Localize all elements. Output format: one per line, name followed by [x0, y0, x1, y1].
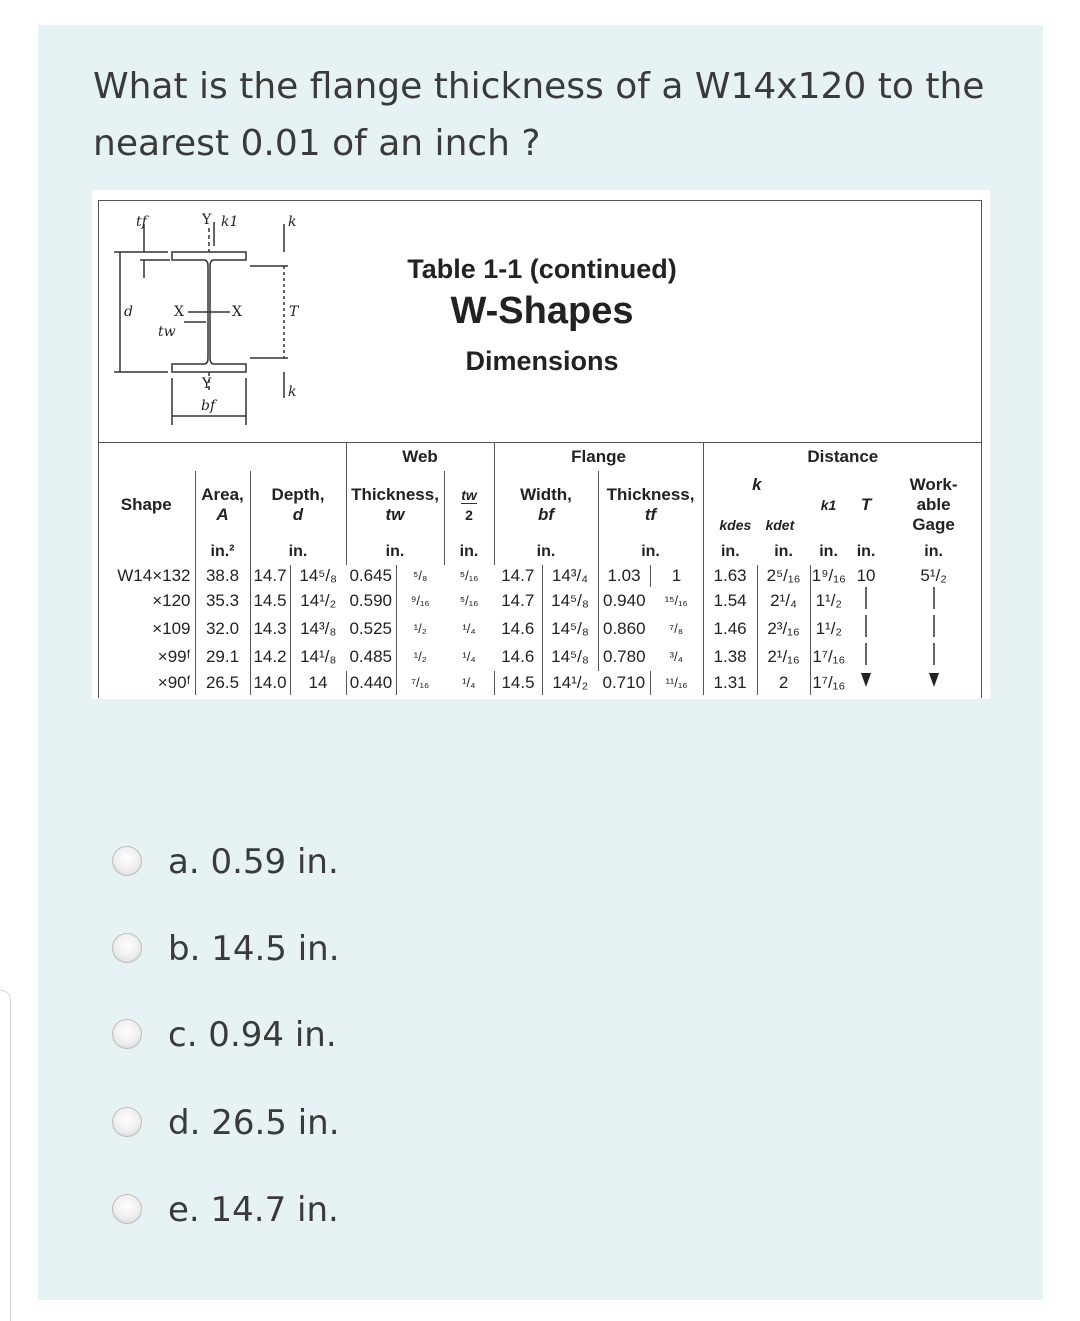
cell-kdet: 2¹/₄ — [757, 587, 810, 615]
diagram-label-x-right: X — [232, 304, 242, 320]
cell-shape: ×90ᶠ — [157, 673, 191, 692]
cell-width-frac: 14⁵/₈ — [542, 615, 598, 643]
header-depth: Depth, d — [250, 471, 346, 539]
cell-area: 26.5 — [195, 671, 250, 695]
w-shapes-dimensions-table — [98, 442, 982, 695]
cell-flange-thk-dec: 1.03 — [598, 565, 650, 587]
table-title: Table 1-1 (continued) — [407, 254, 677, 284]
cell-width-frac: 14⁵/₈ — [542, 587, 598, 615]
cell-depth-frac: 14¹/₈ — [290, 643, 346, 671]
cell-web-thk-frac: ¹/₂ — [396, 615, 444, 643]
cell-depth-dec: 14.2 — [250, 643, 290, 671]
unit-web-thickness: in. — [346, 539, 444, 565]
w-shapes-table-image — [92, 190, 990, 699]
cell-t — [847, 671, 885, 695]
cell-kdes: 1.38 — [703, 643, 757, 671]
cell-flange-thk-frac: 1 — [650, 565, 703, 587]
cell-t — [847, 643, 885, 671]
cell-kdet: 2¹/₁₆ — [757, 643, 810, 671]
cell-k1: 1¹/₂ — [810, 615, 847, 643]
continuation-line — [859, 643, 873, 665]
cell-kdes: 1.54 — [703, 587, 757, 615]
arrow-down-icon — [927, 671, 941, 689]
option-b-label[interactable]: b. 14.5 in. — [168, 929, 340, 969]
cell-depth-frac: 14 — [290, 671, 346, 695]
cell-flange-thk-frac: ⁷/₈ — [669, 621, 684, 636]
table-subtitle: W-Shapes — [450, 290, 634, 332]
header-area: Area, A — [195, 471, 250, 539]
cell-web-thk-dec: 0.485 — [349, 647, 393, 666]
cell-web-thk-dec: 0.440 — [346, 671, 396, 695]
cell-area: 35.3 — [195, 587, 250, 615]
cell-depth-dec: 14.0 — [250, 671, 290, 695]
cell-shape: ×109 — [152, 619, 191, 638]
continuation-line — [859, 615, 873, 637]
cell-shape: W14×132 — [117, 566, 191, 585]
option-c-label[interactable]: c. 0.94 in. — [168, 1015, 337, 1055]
cell-depth-frac: 14³/₈ — [290, 615, 346, 643]
unit-depth: in. — [250, 539, 346, 565]
table-row — [98, 615, 982, 643]
cell-web-thk-frac: ⁵/₈ — [396, 565, 444, 587]
cell-width-dec: 14.5 — [494, 671, 542, 695]
unit-area: in.² — [195, 539, 250, 565]
radio-button-a[interactable] — [112, 846, 142, 876]
cell-tw-half: ¹/₄ — [462, 675, 476, 690]
group-flange: Flange — [494, 443, 703, 472]
option-d-label[interactable]: d. 26.5 in. — [168, 1103, 340, 1143]
cell-width-frac: 14⁵/₈ — [542, 643, 598, 671]
cell-tw-half: ⁵/₁₆ — [459, 593, 479, 608]
cell-flange-thk-dec: 0.710 — [602, 673, 646, 692]
cell-k1: 1⁹/₁₆ — [811, 566, 846, 585]
continuation-line — [927, 615, 941, 637]
header-flange-width: Width, bf — [494, 471, 598, 539]
diagram-label-k-bottom: k — [288, 384, 297, 400]
radio-button-c[interactable] — [112, 1019, 142, 1049]
header-t: T — [860, 495, 872, 514]
cell-width-frac: 14³/₄ — [542, 565, 598, 587]
group-web: Web — [346, 443, 494, 472]
option-e-label[interactable]: e. 14.7 in. — [168, 1190, 339, 1230]
table-row — [98, 565, 982, 587]
group-distance: Distance — [703, 443, 982, 472]
table-row — [98, 643, 982, 671]
cell-flange-thk-frac: ¹¹/₁₆ — [650, 671, 703, 695]
diagram-label-k-top: k — [288, 214, 297, 230]
cell-flange-thk-frac: ¹⁵/₁₆ — [664, 593, 688, 608]
unit-kdet: in. — [774, 543, 793, 560]
diagram-label-tw: tw — [158, 324, 176, 340]
radio-button-e[interactable] — [112, 1194, 142, 1224]
cell-width-dec: 14.6 — [501, 647, 535, 666]
continuation-line — [859, 587, 873, 609]
cell-kdes: 1.46 — [703, 615, 757, 643]
header-k: k kdes kdet — [703, 471, 810, 539]
cell-gage — [885, 587, 982, 615]
cell-width-dec: 14.6 — [501, 619, 535, 638]
diagram-label-y-top: Y — [202, 212, 212, 228]
diagram-label-bf: bf — [201, 398, 216, 414]
cell-depth-frac: 14¹/₂ — [290, 587, 346, 615]
cell-tw-half: ⁵/₁₆ — [459, 568, 479, 583]
unit-t: in. — [856, 543, 876, 560]
w-shape-cross-section-diagram — [106, 210, 306, 425]
cell-web-thk-dec: 0.645 — [349, 566, 393, 585]
cell-width-dec: 14.7 — [501, 591, 535, 610]
cell-web-thk-frac: ¹/₂ — [396, 643, 444, 671]
cell-tw-half: ¹/₄ — [462, 621, 476, 636]
cell-kdes: 1.63 — [703, 565, 757, 587]
cell-flange-thk-frac: ³/₄ — [669, 649, 683, 664]
cell-gage — [885, 615, 982, 643]
arrow-down-icon — [859, 671, 873, 689]
diagram-label-d: d — [124, 304, 133, 320]
cell-k1: 1¹/₂ — [810, 587, 847, 615]
cell-area: 38.8 — [195, 565, 250, 587]
header-web-thickness: Thickness, tw — [346, 471, 444, 539]
cell-gage: 5¹/₂ — [920, 566, 947, 585]
unit-tw-half: in. — [444, 539, 494, 565]
side-panel-edge — [0, 990, 11, 1321]
cell-kdet: 2 — [757, 671, 810, 695]
cell-web-thk-frac: ⁷/₁₆ — [396, 671, 444, 695]
cell-k1: 1⁷/₁₆ — [810, 671, 847, 695]
radio-button-b[interactable] — [112, 933, 142, 963]
unit-width: in. — [494, 539, 598, 565]
unit-k1: in. — [819, 543, 838, 560]
question-text: What is the flange thickness of a W14x120 to the nearest 0.01 of an inch ? — [93, 66, 985, 164]
cell-t: 10 — [856, 566, 876, 585]
cell-flange-thk-dec: 0.860 — [598, 615, 650, 643]
cell-area: 29.1 — [195, 643, 250, 671]
cell-flange-thk-dec: 0.780 — [598, 643, 650, 671]
cell-kdes: 1.31 — [703, 671, 757, 695]
option-a-label[interactable]: a. 0.59 in. — [168, 842, 339, 882]
cell-flange-thk-dec: 0.940 — [598, 587, 650, 615]
header-k1: k1 — [820, 497, 837, 513]
cell-depth-dec: 14.7 — [250, 565, 290, 587]
cell-web-thk-frac: ⁹/₁₆ — [396, 587, 444, 615]
diagram-label-x-left: X — [174, 304, 184, 320]
diagram-label-y-bottom: Y — [202, 376, 212, 392]
unit-kdes: in. — [703, 539, 757, 565]
cell-web-thk-dec: 0.525 — [349, 619, 393, 638]
cell-gage — [885, 671, 982, 695]
cell-shape: ×99ᶠ — [157, 647, 191, 666]
radio-button-d[interactable] — [112, 1107, 142, 1137]
header-flange-thickness: Thickness, tf — [598, 471, 703, 539]
unit-flange-thickness: in. — [598, 539, 703, 565]
diagram-label-k1: k1 — [221, 214, 239, 230]
diagram-label-t: T — [289, 304, 299, 320]
cell-depth-dec: 14.3 — [250, 615, 290, 643]
cell-t — [847, 615, 885, 643]
cell-depth-dec: 14.5 — [250, 587, 290, 615]
cell-width-dec: 14.7 — [501, 566, 535, 585]
cell-t — [847, 587, 885, 615]
cell-tw-half: ¹/₄ — [462, 649, 476, 664]
table-caption: Dimensions — [465, 346, 619, 376]
cell-kdet: 2³/₁₆ — [757, 615, 810, 643]
cell-kdet: 2⁵/₁₆ — [757, 565, 810, 587]
cell-web-thk-dec: 0.590 — [349, 591, 393, 610]
cell-area: 32.0 — [195, 615, 250, 643]
header-tw-half: tw 2 — [444, 471, 494, 539]
table-row — [98, 587, 982, 615]
continuation-line — [927, 587, 941, 609]
table-row — [98, 671, 982, 695]
diagram-label-tf: tf — [136, 214, 147, 230]
cell-gage — [885, 643, 982, 671]
cell-k1: 1⁷/₁₆ — [810, 643, 847, 671]
cell-depth-frac: 14⁵/₈ — [290, 565, 346, 587]
header-shape: Shape — [120, 495, 172, 514]
header-workable-gage: Work- able Gage — [909, 475, 958, 534]
cell-shape: ×120 — [152, 591, 191, 610]
unit-gage: in. — [924, 543, 943, 560]
continuation-line — [927, 643, 941, 665]
cell-width-frac: 14¹/₂ — [542, 671, 598, 695]
